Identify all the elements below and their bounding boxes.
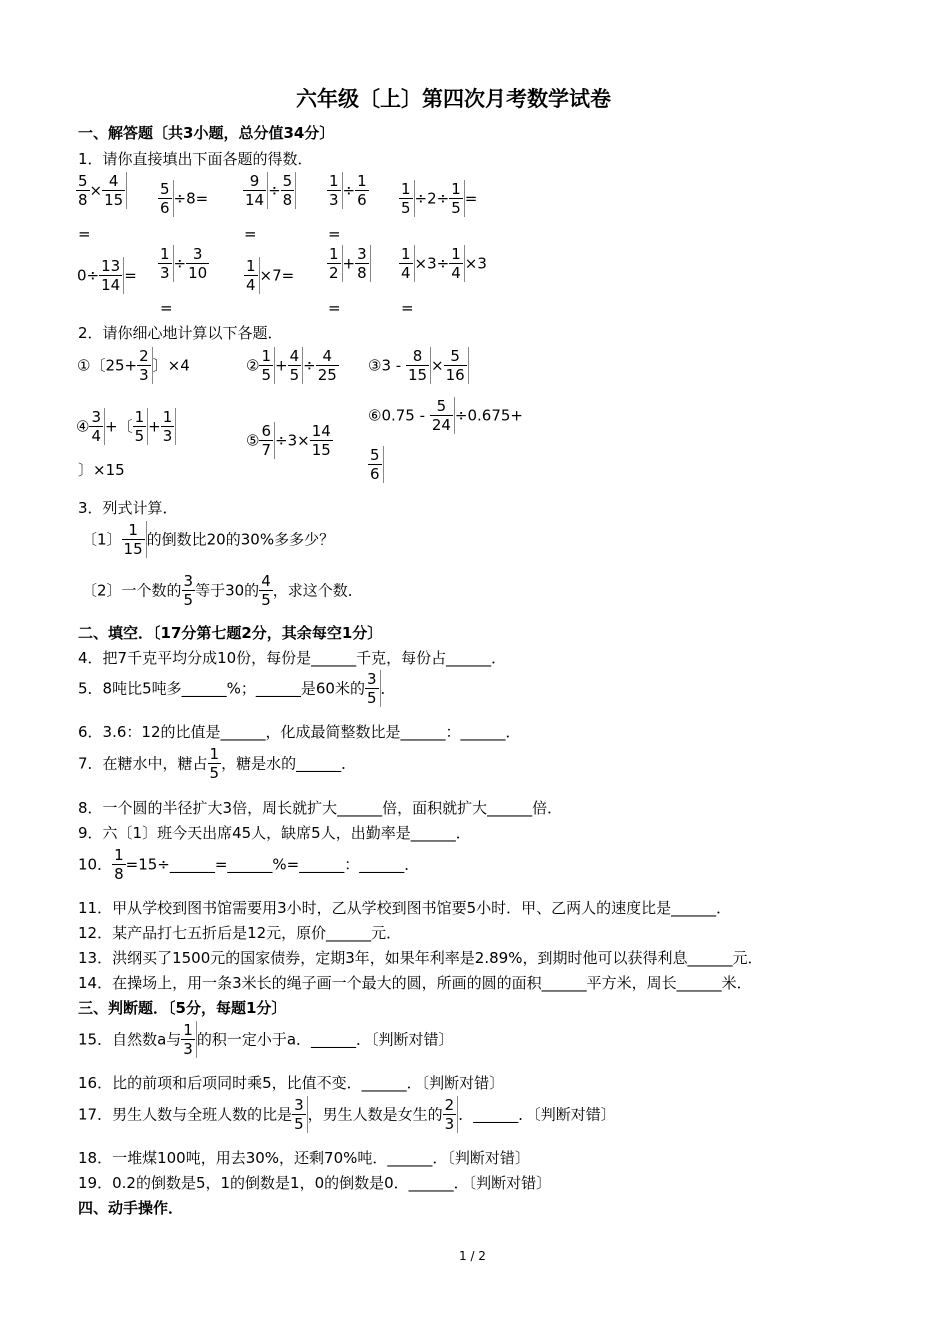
fraction bbox=[133, 408, 149, 445]
denominator: 24 bbox=[431, 416, 451, 434]
numerator: 1 bbox=[451, 245, 461, 263]
expression-text: ④ bbox=[76, 417, 90, 436]
denominator: 3 bbox=[329, 191, 339, 209]
expression-text: ①〔25+ bbox=[77, 356, 138, 375]
q1-item-k bbox=[399, 245, 487, 282]
expression-text: × bbox=[89, 181, 103, 200]
q2-part-4-tail: 〕×15 bbox=[78, 461, 125, 479]
fraction bbox=[182, 572, 196, 609]
numerator: 4 bbox=[102, 172, 125, 191]
section-4-heading: 四、动手操作． bbox=[78, 1199, 184, 1217]
q2-stem: 2．请你细心地计算以下各题． bbox=[78, 324, 283, 342]
q1-item-h bbox=[158, 245, 209, 282]
denominator: 14 bbox=[101, 276, 121, 294]
page-number: 1 / 2 bbox=[459, 1249, 486, 1263]
expression-text: ÷8= bbox=[173, 189, 209, 208]
q1-item-e bbox=[399, 180, 477, 217]
question-17 bbox=[78, 1096, 616, 1133]
expression-text: 〔2〕一个数的 bbox=[82, 581, 182, 600]
expression-text: ÷ bbox=[342, 181, 356, 200]
fraction bbox=[186, 245, 209, 282]
fraction bbox=[76, 172, 90, 209]
numerator: 3 bbox=[186, 245, 209, 264]
numerator: 1 bbox=[329, 245, 339, 263]
denominator: 5 bbox=[134, 427, 145, 445]
expression-text: ，糖是水的______． bbox=[221, 754, 357, 773]
numerator: 1 bbox=[401, 245, 411, 263]
question-14: 14．在操场上，用一条3米长的绳子画一个最大的圆，所画的圆的面积______平方米，周长______米． bbox=[78, 974, 752, 992]
expression-text: ． bbox=[380, 679, 396, 698]
numerator: 5 bbox=[160, 180, 170, 198]
denominator: 3 bbox=[183, 1040, 193, 1058]
numerator: 1 bbox=[329, 172, 339, 190]
expression-text: ÷3× bbox=[275, 431, 310, 450]
expression-text: = bbox=[124, 266, 137, 285]
denominator: 4 bbox=[451, 264, 461, 282]
expression-text: 0÷ bbox=[77, 266, 100, 285]
fraction bbox=[292, 1096, 308, 1133]
q3-part-1 bbox=[82, 521, 334, 558]
q1-item-b bbox=[158, 180, 208, 217]
expression-text: × bbox=[431, 356, 444, 375]
numerator: 3 bbox=[183, 572, 194, 590]
expression-text: +〔 bbox=[105, 417, 133, 436]
denominator: 5 bbox=[183, 591, 194, 609]
expression-text: = bbox=[464, 189, 478, 208]
q2-part-4 bbox=[76, 408, 176, 445]
expression-text: ÷ bbox=[268, 181, 281, 200]
numerator: 1 bbox=[261, 347, 271, 365]
fraction bbox=[102, 172, 127, 209]
fraction bbox=[449, 180, 465, 217]
numerator: 14 bbox=[311, 422, 331, 440]
fraction bbox=[158, 245, 174, 282]
q2-part-5 bbox=[246, 422, 333, 459]
fraction bbox=[161, 408, 177, 445]
fraction bbox=[327, 245, 343, 282]
denominator: 5 bbox=[261, 366, 271, 384]
fraction bbox=[449, 245, 465, 282]
denominator: 5 bbox=[401, 199, 411, 217]
denominator: 25 bbox=[317, 366, 337, 384]
fraction bbox=[89, 408, 105, 445]
denominator: 5 bbox=[209, 764, 220, 782]
expression-text: 17．男生人数与全班人数的比是 bbox=[78, 1105, 293, 1124]
denominator: 3 bbox=[162, 427, 173, 445]
expression-text: + bbox=[275, 356, 288, 375]
denominator: 14 bbox=[245, 191, 265, 209]
question-16: 16．比的前项和后项同时乘5，比值不变．______．〔判断对错〕 bbox=[78, 1074, 505, 1092]
q1-item-a bbox=[76, 172, 127, 209]
denominator: 5 bbox=[294, 1115, 304, 1133]
numerator: 1 bbox=[134, 408, 145, 426]
expression-text: ．______．〔判断对错〕 bbox=[458, 1105, 616, 1124]
fraction bbox=[112, 846, 126, 883]
expression-text: ③3 - bbox=[368, 356, 402, 375]
q2-part-1 bbox=[77, 347, 190, 384]
numerator: 3 bbox=[294, 1096, 304, 1114]
denominator: 6 bbox=[357, 191, 367, 209]
fraction bbox=[243, 172, 268, 209]
expression-text: ② bbox=[246, 356, 260, 375]
numerator: 6 bbox=[261, 422, 271, 440]
numerator: 5 bbox=[78, 172, 88, 190]
numerator: 3 bbox=[91, 408, 101, 426]
q1-item-d bbox=[327, 172, 369, 209]
numerator: 1 bbox=[357, 172, 367, 190]
denominator: 15 bbox=[123, 540, 143, 558]
fraction bbox=[259, 422, 275, 459]
expression-text: + bbox=[342, 254, 356, 273]
denominator: 4 bbox=[91, 427, 101, 445]
question-5 bbox=[78, 670, 396, 707]
denominator: 10 bbox=[188, 264, 208, 282]
fraction bbox=[158, 180, 174, 217]
denominator: 4 bbox=[401, 264, 411, 282]
denominator: 8 bbox=[114, 865, 124, 883]
numerator: 5 bbox=[370, 446, 380, 464]
denominator: 4 bbox=[246, 276, 256, 294]
numerator: 5 bbox=[430, 397, 453, 416]
numerator: 1 bbox=[162, 408, 173, 426]
fraction bbox=[399, 245, 415, 282]
expression-text: 7．在糖水中，糖占 bbox=[78, 754, 208, 773]
expression-text: ，求这个数． bbox=[272, 581, 363, 600]
section-2-heading: 二、填空．〔17分第七题2分，其余每空1分〕 bbox=[78, 624, 383, 642]
fraction bbox=[244, 257, 260, 294]
expression-text: ，男生人数是女生的 bbox=[307, 1105, 443, 1124]
denominator: 5 bbox=[451, 199, 461, 217]
numerator: 1 bbox=[183, 1021, 193, 1039]
denominator: 5 bbox=[366, 689, 377, 707]
page-title: 六年级〔上〕第四次月考数学试卷 bbox=[296, 87, 611, 111]
q1-item-g bbox=[77, 257, 137, 294]
numerator: 4 bbox=[316, 347, 339, 366]
q1-item-c bbox=[243, 172, 296, 209]
denominator: 15 bbox=[104, 191, 124, 209]
fraction bbox=[259, 572, 273, 609]
q2-part-6-tail bbox=[368, 446, 384, 483]
denominator: 16 bbox=[445, 366, 465, 384]
denominator: 7 bbox=[261, 441, 271, 459]
expression-text: 的积一定小于a．______．〔判断对错〕 bbox=[196, 1030, 454, 1049]
denominator: 3 bbox=[444, 1115, 455, 1133]
question-19: 19．0.2的倒数是5，1的倒数是1，0的倒数是0．______．〔判断对错〕 bbox=[78, 1174, 552, 1192]
denominator: 3 bbox=[139, 366, 149, 384]
q3-stem: 3．列式计算． bbox=[78, 499, 178, 517]
fraction bbox=[355, 172, 369, 209]
expression-text: 的倒数比20的30%多多少？ bbox=[146, 530, 335, 549]
question-11: 11．甲从学校到图书馆需要用3小时，乙从学校到图书馆要5小时．甲、乙两人的速度比是______． bbox=[78, 899, 732, 917]
numerator: 3 bbox=[357, 245, 367, 263]
numerator: 8 bbox=[406, 347, 429, 366]
section-3-heading: 三、判断题．〔5分，每题1分〕 bbox=[78, 999, 287, 1017]
q3-part-2 bbox=[82, 572, 363, 609]
q1-item-j bbox=[327, 245, 371, 282]
denominator: 15 bbox=[407, 366, 428, 384]
numerator: 1 bbox=[160, 245, 170, 263]
expression-text: ×3÷ bbox=[414, 254, 450, 273]
fraction bbox=[368, 446, 384, 483]
fraction bbox=[327, 172, 343, 209]
numerator: 3 bbox=[366, 670, 377, 688]
expression-text: ÷ bbox=[173, 254, 187, 273]
numerator: 1 bbox=[401, 180, 411, 198]
question-15 bbox=[78, 1021, 454, 1058]
question-4: 4．把7千克平均分成10份，每份是______千克，每份占______． bbox=[78, 649, 507, 667]
question-6: 6．3.6：12的比值是______，化成最简整数比是______：______． bbox=[78, 723, 521, 741]
q2-part-2 bbox=[246, 347, 339, 384]
fraction bbox=[281, 172, 297, 209]
fraction bbox=[99, 257, 124, 294]
fraction bbox=[122, 521, 147, 558]
expression-text: ⑤ bbox=[246, 431, 260, 450]
fraction bbox=[310, 422, 333, 459]
expression-text: ÷2÷ bbox=[414, 189, 450, 208]
expression-text: ÷ bbox=[303, 356, 316, 375]
denominator: 6 bbox=[370, 465, 380, 483]
numerator: 5 bbox=[444, 347, 467, 366]
expression-text: 〔1〕 bbox=[82, 530, 122, 549]
q1-equals: = bbox=[244, 225, 257, 243]
expression-text: 〕×4 bbox=[152, 356, 190, 375]
q1-stem: 1．请你直接填出下面各题的得数． bbox=[78, 150, 313, 168]
question-8: 8．一个圆的半径扩大3倍，周长就扩大______倍，面积就扩大______倍． bbox=[78, 799, 563, 817]
fraction bbox=[259, 347, 275, 384]
question-7 bbox=[78, 745, 356, 782]
expression-text: 5．8吨比5吨多______%；______是60米的 bbox=[78, 679, 365, 698]
q1-equals: = bbox=[401, 299, 414, 317]
expression-text: =15÷______=______%=______：______． bbox=[125, 855, 420, 874]
denominator: 8 bbox=[357, 264, 367, 282]
numerator: 4 bbox=[261, 572, 271, 590]
denominator: 8 bbox=[282, 191, 293, 209]
fraction bbox=[443, 1096, 459, 1133]
fraction bbox=[430, 397, 455, 434]
fraction bbox=[316, 347, 339, 384]
q1-equals: = bbox=[160, 299, 173, 317]
fraction bbox=[355, 245, 371, 282]
fraction bbox=[137, 347, 153, 384]
question-10 bbox=[78, 846, 419, 883]
fraction bbox=[406, 347, 431, 384]
numerator: 13 bbox=[101, 257, 121, 275]
denominator: 8 bbox=[78, 191, 88, 209]
expression-text: 等于30的 bbox=[195, 581, 260, 600]
fraction bbox=[365, 670, 381, 707]
numerator: 2 bbox=[444, 1096, 455, 1114]
numerator: 1 bbox=[451, 180, 461, 198]
denominator: 15 bbox=[311, 441, 331, 459]
expression-text: ÷0.675+ bbox=[454, 406, 523, 425]
numerator: 1 bbox=[122, 521, 145, 540]
expression-text: 10． bbox=[78, 855, 113, 874]
q1-equals: = bbox=[328, 225, 341, 243]
denominator: 5 bbox=[289, 366, 300, 384]
denominator: 6 bbox=[160, 199, 170, 217]
denominator: 5 bbox=[261, 591, 271, 609]
numerator: 5 bbox=[282, 172, 293, 190]
numerator: 4 bbox=[289, 347, 300, 365]
question-12: 12．某产品打七五折后是12元，原价______元． bbox=[78, 924, 402, 942]
denominator: 3 bbox=[160, 264, 170, 282]
q1-item-i bbox=[244, 257, 294, 294]
question-18: 18．一堆煤100吨，用去30%，还剩70%吨．______．〔判断对错〕 bbox=[78, 1149, 530, 1167]
fraction bbox=[288, 347, 304, 384]
denominator: 2 bbox=[329, 264, 339, 282]
section-1-heading: 一、解答题〔共3小题，总分值34分〕 bbox=[78, 124, 335, 142]
question-9: 9．六〔1〕班今天出席45人，缺席5人，出勤率是______． bbox=[78, 824, 471, 842]
q1-equals: = bbox=[328, 299, 341, 317]
expression-text: + bbox=[148, 417, 161, 436]
numerator: 1 bbox=[209, 745, 220, 763]
fraction bbox=[444, 347, 469, 384]
numerator: 2 bbox=[139, 347, 149, 365]
expression-text: ×7= bbox=[259, 266, 295, 285]
expression-text: 15．自然数a与 bbox=[78, 1030, 182, 1049]
numerator: 1 bbox=[246, 257, 256, 275]
q1-equals: = bbox=[78, 225, 91, 243]
q2-part-3 bbox=[368, 347, 469, 384]
fraction bbox=[181, 1021, 197, 1058]
expression-text: ⑥0.75 - bbox=[368, 406, 426, 425]
fraction bbox=[399, 180, 415, 217]
numerator: 1 bbox=[114, 846, 124, 864]
expression-text: ×3 bbox=[464, 254, 487, 273]
fraction bbox=[208, 745, 222, 782]
q2-part-6 bbox=[368, 397, 523, 434]
question-13: 13．洪纲买了1500元的国家债券，定期3年，如果年利率是2.89%，到期时他可以获得利息______元． bbox=[78, 949, 763, 967]
numerator: 9 bbox=[243, 172, 266, 191]
